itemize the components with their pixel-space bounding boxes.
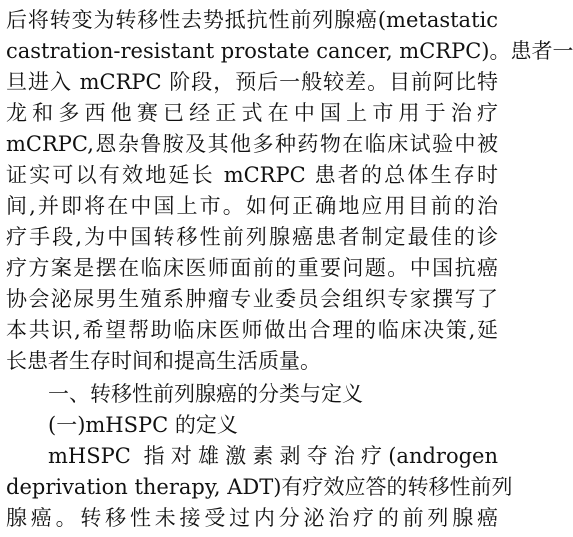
body-text-line: 证实可以有效地延长 mCRPC 患者的总体生存时 xyxy=(6,163,498,187)
body-text-line: 龙和多西他赛已经正式在中国上市用于治疗 xyxy=(6,101,498,125)
body-text-line: 协会泌尿男生殖系肿瘤专业委员会组织专家撰写了 xyxy=(6,287,498,311)
subsection-heading: (一)mHSPC 的定义 xyxy=(48,413,238,437)
body-text-line: 疗方案是摆在临床医师面前的重要问题。中国抗癌 xyxy=(6,256,498,280)
body-text-line: 间,并即将在中国上市。如何正确地应用目前的治 xyxy=(6,194,498,218)
section-heading: 一、转移性前列腺癌的分类与定义 xyxy=(48,382,363,406)
body-text-line: 旦进入 mCRPC 阶段，预后一般较差。目前阿比特 xyxy=(6,70,498,94)
body-text-line: 后将转变为转移性去势抵抗性前列腺癌(metastatic xyxy=(6,8,498,32)
body-text-line: mCRPC,恩杂鲁胺及其他多种药物在临床试验中被 xyxy=(6,132,498,156)
body-text-line: 疗手段,为中国转移性前列腺癌患者制定最佳的诊 xyxy=(6,225,498,249)
body-text-line: castration-resistant prostate cancer, mCRPC)。患者一 xyxy=(6,39,573,63)
body-text-line: mHSPC 指对雄激素剥夺治疗(androgen xyxy=(48,444,498,468)
body-text-line: 腺癌。转移性未接受过内分泌治疗的前列腺癌 xyxy=(6,506,498,530)
body-text-line: 长患者生存时间和提高生活质量。 xyxy=(6,349,321,373)
body-text-line: 本共识,希望帮助临床医师做出合理的临床决策,延 xyxy=(6,318,498,342)
body-text-line: deprivation therapy, ADT)有疗效应答的转移性前列 xyxy=(6,475,513,499)
